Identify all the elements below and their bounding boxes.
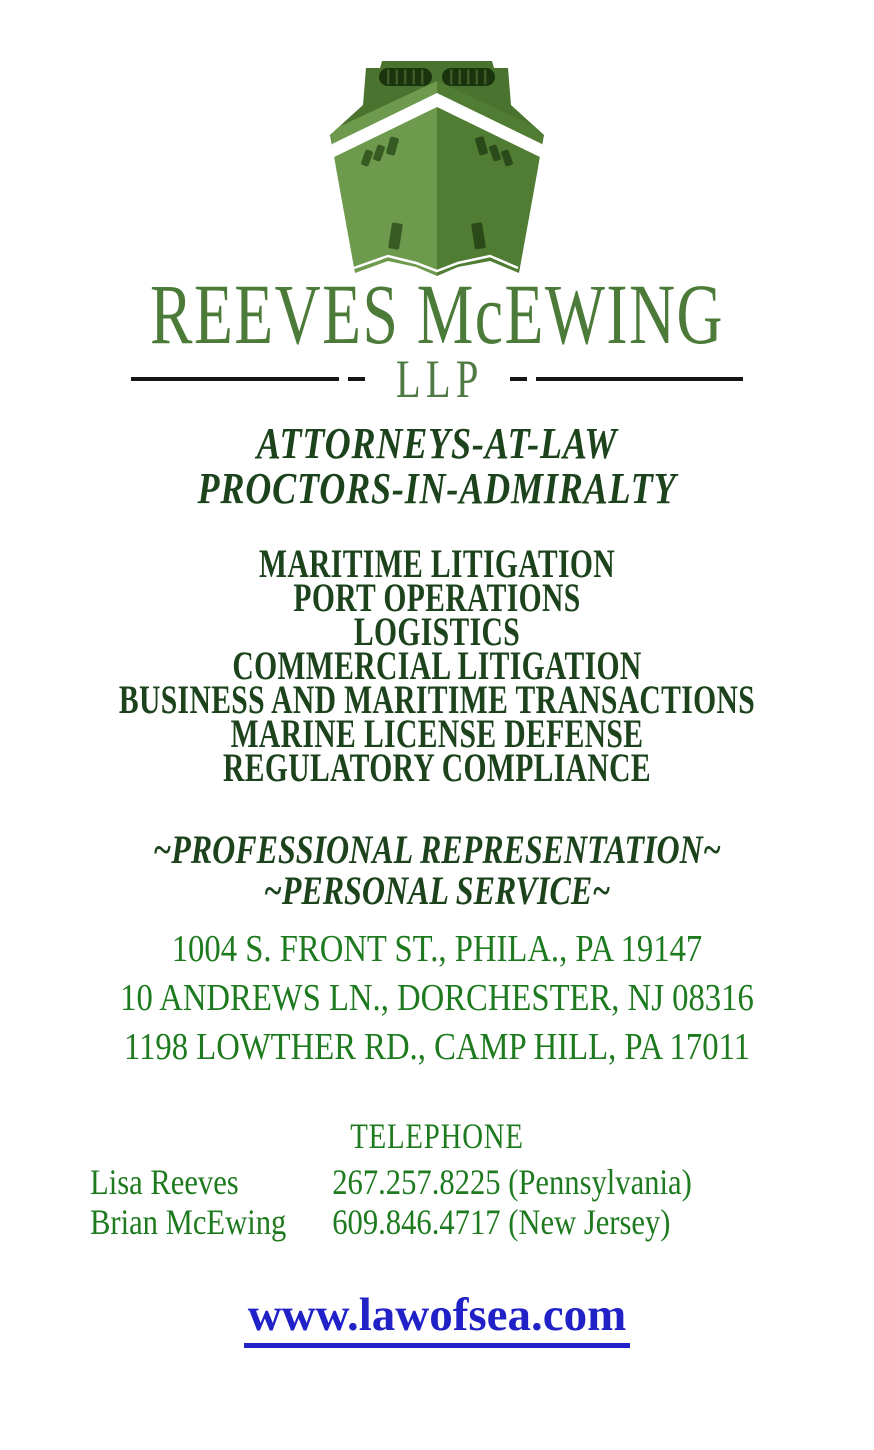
firm-name: REEVES McEWING — [150, 266, 724, 362]
practice-area: BUSINESS AND MARITIME TRANSACTIONS — [118, 677, 756, 722]
practice-area: MARINE LICENSE DEFENSE — [230, 711, 644, 756]
entity-type-label: LLP — [395, 349, 484, 409]
taglines — [0, 421, 874, 511]
telephone-heading-label: TELEPHONE — [350, 1116, 524, 1156]
office-address: 10 ANDREWS LN., DORCHESTER, NJ 08316 — [120, 977, 754, 1019]
motto: ~PROFESSIONAL REPRESENTATION~ — [153, 827, 721, 872]
divider-rule-left — [131, 377, 339, 381]
divider-dash-right — [510, 377, 527, 381]
telephone-heading — [0, 1116, 874, 1156]
practice-area: COMMERCIAL LITIGATION — [232, 643, 642, 688]
office-addresses — [0, 925, 874, 1072]
telephone-directory — [90, 1162, 756, 1242]
practice-area: REGULATORY COMPLIANCE — [222, 745, 651, 790]
practice-area: MARITIME LITIGATION — [259, 541, 615, 586]
website-section — [0, 1290, 874, 1348]
tagline: PROCTORS-IN-ADMIRALTY — [197, 464, 677, 513]
tagline: ATTORNEYS-AT-LAW — [256, 419, 618, 468]
telephone-entry — [90, 1202, 756, 1242]
website-link[interactable]: www.lawofsea.com — [244, 1290, 631, 1348]
attorney-name: Lisa Reeves — [90, 1162, 239, 1202]
motto: ~PERSONAL SERVICE~ — [263, 868, 611, 913]
telephone-entry — [90, 1162, 756, 1202]
phone-number: 267.257.8225 (Pennsylvania) — [332, 1162, 692, 1202]
office-address: 1004 S. FRONT ST., PHILA., PA 19147 — [171, 928, 703, 970]
divider-rule-right — [536, 377, 744, 381]
mottos — [0, 829, 874, 911]
practice-area: PORT OPERATIONS — [293, 575, 581, 620]
practice-area: LOGISTICS — [353, 609, 521, 654]
divider-dash-left — [348, 377, 365, 381]
llp-divider — [131, 349, 743, 409]
office-address: 1198 LOWTHER RD., CAMP HILL, PA 17011 — [123, 1026, 751, 1068]
practice-areas-list — [0, 541, 874, 790]
ship-icon — [330, 55, 544, 287]
attorney-name: Brian McEwing — [90, 1202, 287, 1242]
phone-number: 609.846.4717 (New Jersey) — [332, 1202, 671, 1242]
